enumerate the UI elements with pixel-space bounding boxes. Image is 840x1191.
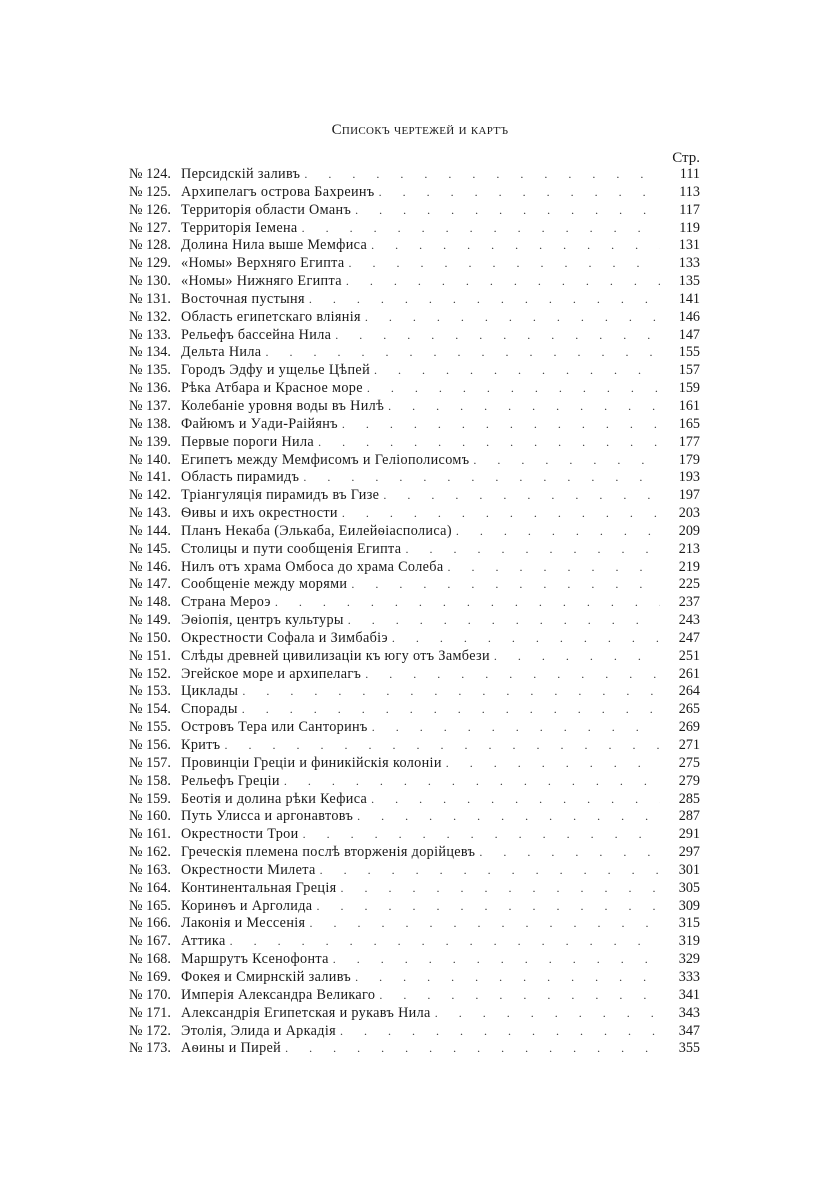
dot-leader — [446, 755, 660, 773]
dot-leader — [372, 719, 660, 737]
figure-number: № 142. — [129, 487, 171, 504]
figure-title: Рѣка Атбара и Красное море — [181, 380, 367, 398]
figure-number: № 154. — [129, 701, 171, 718]
list-item — [129, 612, 700, 630]
page-number: 141 — [678, 290, 700, 307]
figure-number: № 167. — [129, 933, 171, 950]
figure-number: № 146. — [129, 558, 171, 575]
page-number: 179 — [678, 451, 700, 468]
dot-leader — [320, 862, 660, 880]
dot-leader — [335, 327, 660, 345]
page-number: 269 — [678, 719, 700, 736]
page-number: 279 — [678, 772, 700, 789]
figure-number: № 156. — [129, 737, 171, 753]
figure-number: № 162. — [129, 844, 171, 861]
dot-leader — [383, 487, 660, 505]
list-item — [129, 505, 700, 523]
list-item — [129, 773, 700, 791]
dot-leader — [355, 969, 660, 987]
list-item — [129, 648, 700, 666]
dot-leader — [346, 273, 660, 291]
list-item — [129, 630, 700, 648]
dot-leader — [265, 344, 660, 362]
figure-title: Файюмъ и Уади-Раійянъ — [181, 416, 342, 434]
figure-number: № 139. — [129, 433, 171, 450]
list-item — [129, 273, 700, 291]
figure-title: Персидскій заливъ — [181, 166, 304, 184]
page-column-header: Стр. — [672, 150, 700, 166]
figure-title: Территорія Іемена — [181, 220, 302, 238]
list-item — [129, 791, 700, 809]
list-item — [129, 755, 700, 773]
dot-leader — [367, 380, 660, 398]
figure-number: № 150. — [129, 629, 171, 646]
list-item — [129, 969, 700, 987]
page-number: 285 — [678, 790, 700, 807]
list-item — [129, 719, 700, 737]
page-title: Списокъ чертежей и картъ — [331, 122, 509, 138]
figure-title: «Номы» Нижняго Египта — [181, 273, 346, 291]
figure-number: № 125. — [129, 183, 171, 200]
list-item — [129, 737, 700, 755]
page-number: 117 — [679, 201, 700, 218]
list-item — [129, 291, 700, 309]
list-item — [129, 808, 700, 826]
page-number: 291 — [678, 826, 700, 843]
page-number: 333 — [678, 968, 700, 985]
list-item — [129, 309, 700, 327]
list-item — [129, 826, 700, 844]
figure-title: Тріангуляція пирамидъ въ Гизе — [181, 487, 383, 505]
dot-leader — [309, 291, 660, 309]
dot-leader — [379, 184, 660, 202]
figure-number: № 173. — [129, 1040, 171, 1057]
figure-title: Окрестности Милета — [181, 862, 320, 880]
dot-leader — [304, 166, 660, 184]
list-item — [129, 469, 700, 487]
figure-title: Планъ Некаба (Элькаба, Еилейѳіасполиса) — [181, 523, 456, 541]
dot-leader — [456, 523, 660, 541]
figure-number: № 140. — [129, 451, 171, 468]
page-number: 309 — [678, 897, 700, 914]
figure-title: Лаконія и Мессенія — [181, 915, 309, 933]
dot-leader — [448, 559, 661, 577]
figure-title: Восточная пустыня — [181, 291, 309, 309]
figure-number: № 159. — [129, 790, 171, 807]
figure-title: Фокея и Смирнскій заливъ — [181, 969, 355, 987]
list-item — [129, 951, 700, 969]
page-number: 329 — [678, 951, 700, 968]
page-number: 315 — [678, 915, 700, 932]
figure-title: Нилъ отъ храма Омбоса до храма Солеба — [181, 559, 448, 577]
figure-number: № 130. — [129, 273, 171, 290]
page-number: 197 — [678, 487, 700, 504]
page-number: 287 — [678, 808, 700, 825]
figure-title: Страна Мероэ — [181, 594, 275, 612]
page-number: 155 — [678, 344, 700, 361]
figure-number: № 172. — [129, 1022, 171, 1039]
figure-title: Окрестности Трои — [181, 826, 303, 844]
figure-title: Беотія и долина рѣки Кефиса — [181, 791, 371, 809]
list-item — [129, 844, 700, 862]
dot-leader — [333, 951, 660, 969]
list-item — [129, 1005, 700, 1023]
figure-number: № 157. — [129, 754, 171, 771]
dot-leader — [473, 452, 660, 470]
list-item — [129, 416, 700, 434]
page-number: 157 — [678, 362, 700, 379]
page-number: 265 — [678, 701, 700, 718]
dot-leader — [388, 398, 660, 416]
page-number: 247 — [678, 629, 700, 646]
figure-number: № 144. — [129, 522, 171, 539]
figure-number: № 149. — [129, 612, 171, 629]
page-number: 251 — [678, 647, 700, 664]
dot-leader — [285, 1040, 660, 1058]
list-item — [129, 166, 700, 184]
figure-title: Эѳіопія, центръ культуры — [181, 612, 348, 630]
dot-leader — [479, 844, 660, 862]
dot-leader — [303, 826, 660, 844]
page-number: 111 — [679, 166, 700, 182]
list-item — [129, 398, 700, 416]
figure-title: Ѳивы и ихъ окрестности — [181, 505, 342, 523]
dot-leader — [371, 791, 660, 809]
figure-title: Маршрутъ Ксенофонта — [181, 951, 333, 969]
dot-leader — [230, 933, 660, 951]
figure-title: Территорія области Оманъ — [181, 202, 355, 220]
figure-number: № 151. — [129, 647, 171, 664]
page-number: 319 — [678, 933, 700, 950]
page-number: 165 — [678, 415, 700, 432]
list-item — [129, 701, 700, 719]
figure-title: Рельефъ Греціи — [181, 773, 284, 791]
figure-title: Окрестности Софала и Зимбабіэ — [181, 630, 392, 648]
figure-number: № 132. — [129, 308, 171, 325]
figure-number: № 128. — [129, 237, 171, 254]
figure-title: Область египетскаго вліянія — [181, 309, 365, 327]
figure-number: № 164. — [129, 879, 171, 896]
page-number: 161 — [678, 397, 700, 414]
figure-title: Александрія Египетская и рукавъ Нила — [181, 1005, 435, 1023]
page-number: 113 — [679, 183, 700, 200]
list-item — [129, 523, 700, 541]
figure-number: № 127. — [129, 219, 171, 236]
dot-leader — [392, 630, 660, 648]
page-number: 243 — [678, 612, 700, 629]
list-item — [129, 327, 700, 345]
figure-number: № 134. — [129, 344, 171, 361]
page-number: 135 — [678, 273, 700, 290]
figure-title: Рельефъ бассейна Нила — [181, 327, 335, 345]
figure-title: Греческія племена послѣ вторженія дорійцевъ — [181, 844, 479, 862]
figure-title: Континентальная Греція — [181, 880, 340, 898]
list-item — [129, 344, 700, 362]
figure-number: № 133. — [129, 326, 171, 343]
list-item — [129, 452, 700, 470]
list-item — [129, 1023, 700, 1041]
figure-number: № 155. — [129, 719, 171, 736]
figure-title: Столицы и пути сообщенія Египта — [181, 541, 405, 559]
page-number: 347 — [678, 1022, 700, 1039]
dot-leader — [340, 880, 660, 898]
figure-title: Аттика — [181, 933, 230, 951]
page-number: 301 — [678, 861, 700, 878]
list-item — [129, 898, 700, 916]
page-number: 264 — [678, 683, 700, 700]
list-item — [129, 683, 700, 701]
dot-leader — [365, 666, 660, 684]
figure-number: № 124. — [129, 166, 171, 182]
page-number: 147 — [678, 326, 700, 343]
figure-number: № 129. — [129, 255, 171, 272]
page-number: 209 — [678, 522, 700, 539]
figure-number: № 152. — [129, 665, 171, 682]
dot-leader — [351, 576, 660, 594]
dot-leader — [374, 362, 660, 380]
figure-title: Область пирамидъ — [181, 469, 303, 487]
figure-number: № 169. — [129, 968, 171, 985]
figure-title: Долина Нила выше Мемфиса — [181, 237, 371, 255]
figure-title: Архипелагъ острова Бахреинъ — [181, 184, 379, 202]
figure-number: № 163. — [129, 861, 171, 878]
page-number: 159 — [678, 380, 700, 397]
figure-number: № 141. — [129, 469, 171, 486]
figure-number: № 143. — [129, 505, 171, 522]
dot-leader — [342, 416, 660, 434]
figure-title: Колебаніе уровня воды въ Нилѣ — [181, 398, 388, 416]
list-item — [129, 434, 700, 452]
page-number: 297 — [678, 844, 700, 861]
figure-title: Первые пороги Нила — [181, 434, 318, 452]
dot-leader — [348, 612, 660, 630]
list-item — [129, 237, 700, 255]
dot-leader — [494, 648, 660, 666]
figure-title: Островъ Тера или Санторинъ — [181, 719, 372, 737]
figure-title: Критъ — [181, 737, 224, 755]
dot-leader — [275, 594, 660, 612]
dot-leader — [309, 915, 660, 933]
page-number: 219 — [678, 558, 700, 575]
dot-leader — [318, 434, 660, 452]
dot-leader — [355, 202, 660, 220]
dot-leader — [379, 987, 660, 1005]
dot-leader — [342, 505, 660, 523]
page-number: 305 — [678, 879, 700, 896]
figure-title: Египетъ между Мемфисомъ и Геліополисомъ — [181, 452, 473, 470]
page-number: 237 — [678, 594, 700, 611]
figure-title: Спорады — [181, 701, 242, 719]
figure-number: № 136. — [129, 380, 171, 397]
dot-leader — [357, 808, 660, 826]
page-number: 146 — [678, 308, 700, 325]
page-number: 355 — [678, 1040, 700, 1057]
dot-leader — [340, 1023, 660, 1041]
page-number: 133 — [678, 255, 700, 272]
list-item — [129, 220, 700, 238]
figure-title: Циклады — [181, 683, 242, 701]
page-number: 343 — [678, 1004, 700, 1021]
figure-title: Аѳины и Пирей — [181, 1040, 285, 1058]
list-item — [129, 380, 700, 398]
dot-leader — [284, 773, 660, 791]
list-item — [129, 541, 700, 559]
page-number: 177 — [678, 433, 700, 450]
figure-title: Сообщеніе между морями — [181, 576, 351, 594]
figure-number: № 168. — [129, 951, 171, 968]
figure-number: № 161. — [129, 826, 171, 843]
list-item — [129, 576, 700, 594]
list-item — [129, 594, 700, 612]
figure-title: Дельта Нила — [181, 344, 265, 362]
figure-number: № 131. — [129, 290, 171, 307]
figure-title: Имперія Александра Великаго — [181, 987, 379, 1005]
dot-leader — [316, 898, 660, 916]
dot-leader — [242, 683, 660, 701]
dot-leader — [242, 701, 660, 719]
list-item — [129, 184, 700, 202]
figure-number: № 153. — [129, 683, 171, 700]
page-number: 225 — [678, 576, 700, 593]
list-item — [129, 666, 700, 684]
figure-number: № 160. — [129, 808, 171, 825]
dot-leader — [435, 1005, 660, 1023]
figure-title: Этолія, Элида и Аркадія — [181, 1023, 340, 1041]
page-number: 275 — [678, 754, 700, 771]
list-item — [129, 933, 700, 951]
dot-leader — [365, 309, 660, 327]
figure-number: № 158. — [129, 772, 171, 789]
list-item — [129, 255, 700, 273]
figure-number: № 137. — [129, 397, 171, 414]
dot-leader — [303, 469, 660, 487]
figure-number: № 145. — [129, 540, 171, 557]
list-item — [129, 880, 700, 898]
dot-leader — [371, 237, 660, 255]
dot-leader — [224, 737, 660, 755]
list-item — [129, 559, 700, 577]
figure-number: № 171. — [129, 1004, 171, 1021]
figure-number: № 147. — [129, 576, 171, 593]
dot-leader — [302, 220, 660, 238]
figure-title: Слѣды древней цивилизаціи къ югу отъ Замбези — [181, 648, 494, 666]
page-number: 203 — [678, 505, 700, 522]
figure-number: № 148. — [129, 594, 171, 611]
figure-title: Городъ Эдфу и ущелье Цѣпей — [181, 362, 374, 380]
list-item — [129, 862, 700, 880]
figure-number: № 135. — [129, 362, 171, 379]
list-item — [129, 1040, 700, 1058]
figure-number: № 126. — [129, 201, 171, 218]
figure-number: № 170. — [129, 986, 171, 1003]
page-number: 193 — [678, 469, 700, 486]
figure-title: Коринѳъ и Арголида — [181, 898, 316, 916]
page-number: 131 — [678, 237, 700, 254]
page-number: 261 — [678, 665, 700, 682]
figure-title: Эгейское море и архипелагъ — [181, 666, 365, 684]
figure-number: № 166. — [129, 915, 171, 932]
list-item — [129, 202, 700, 220]
dot-leader — [405, 541, 660, 559]
figure-number: № 138. — [129, 415, 171, 432]
list-item — [129, 487, 700, 505]
dot-leader — [349, 255, 660, 273]
page-number: 213 — [678, 540, 700, 557]
figure-number: № 165. — [129, 897, 171, 914]
list-item — [129, 362, 700, 380]
page-number: 119 — [679, 219, 700, 236]
page-number: 271 — [678, 737, 700, 753]
figure-title: Провинціи Греціи и финикійскія колоніи — [181, 755, 446, 773]
page-number: 341 — [678, 986, 700, 1003]
list-item — [129, 987, 700, 1005]
figure-title: Путь Улисса и аргонавтовъ — [181, 808, 357, 826]
figure-list — [129, 166, 700, 1058]
figure-title: «Номы» Верхняго Египта — [181, 255, 349, 273]
list-item — [129, 915, 700, 933]
